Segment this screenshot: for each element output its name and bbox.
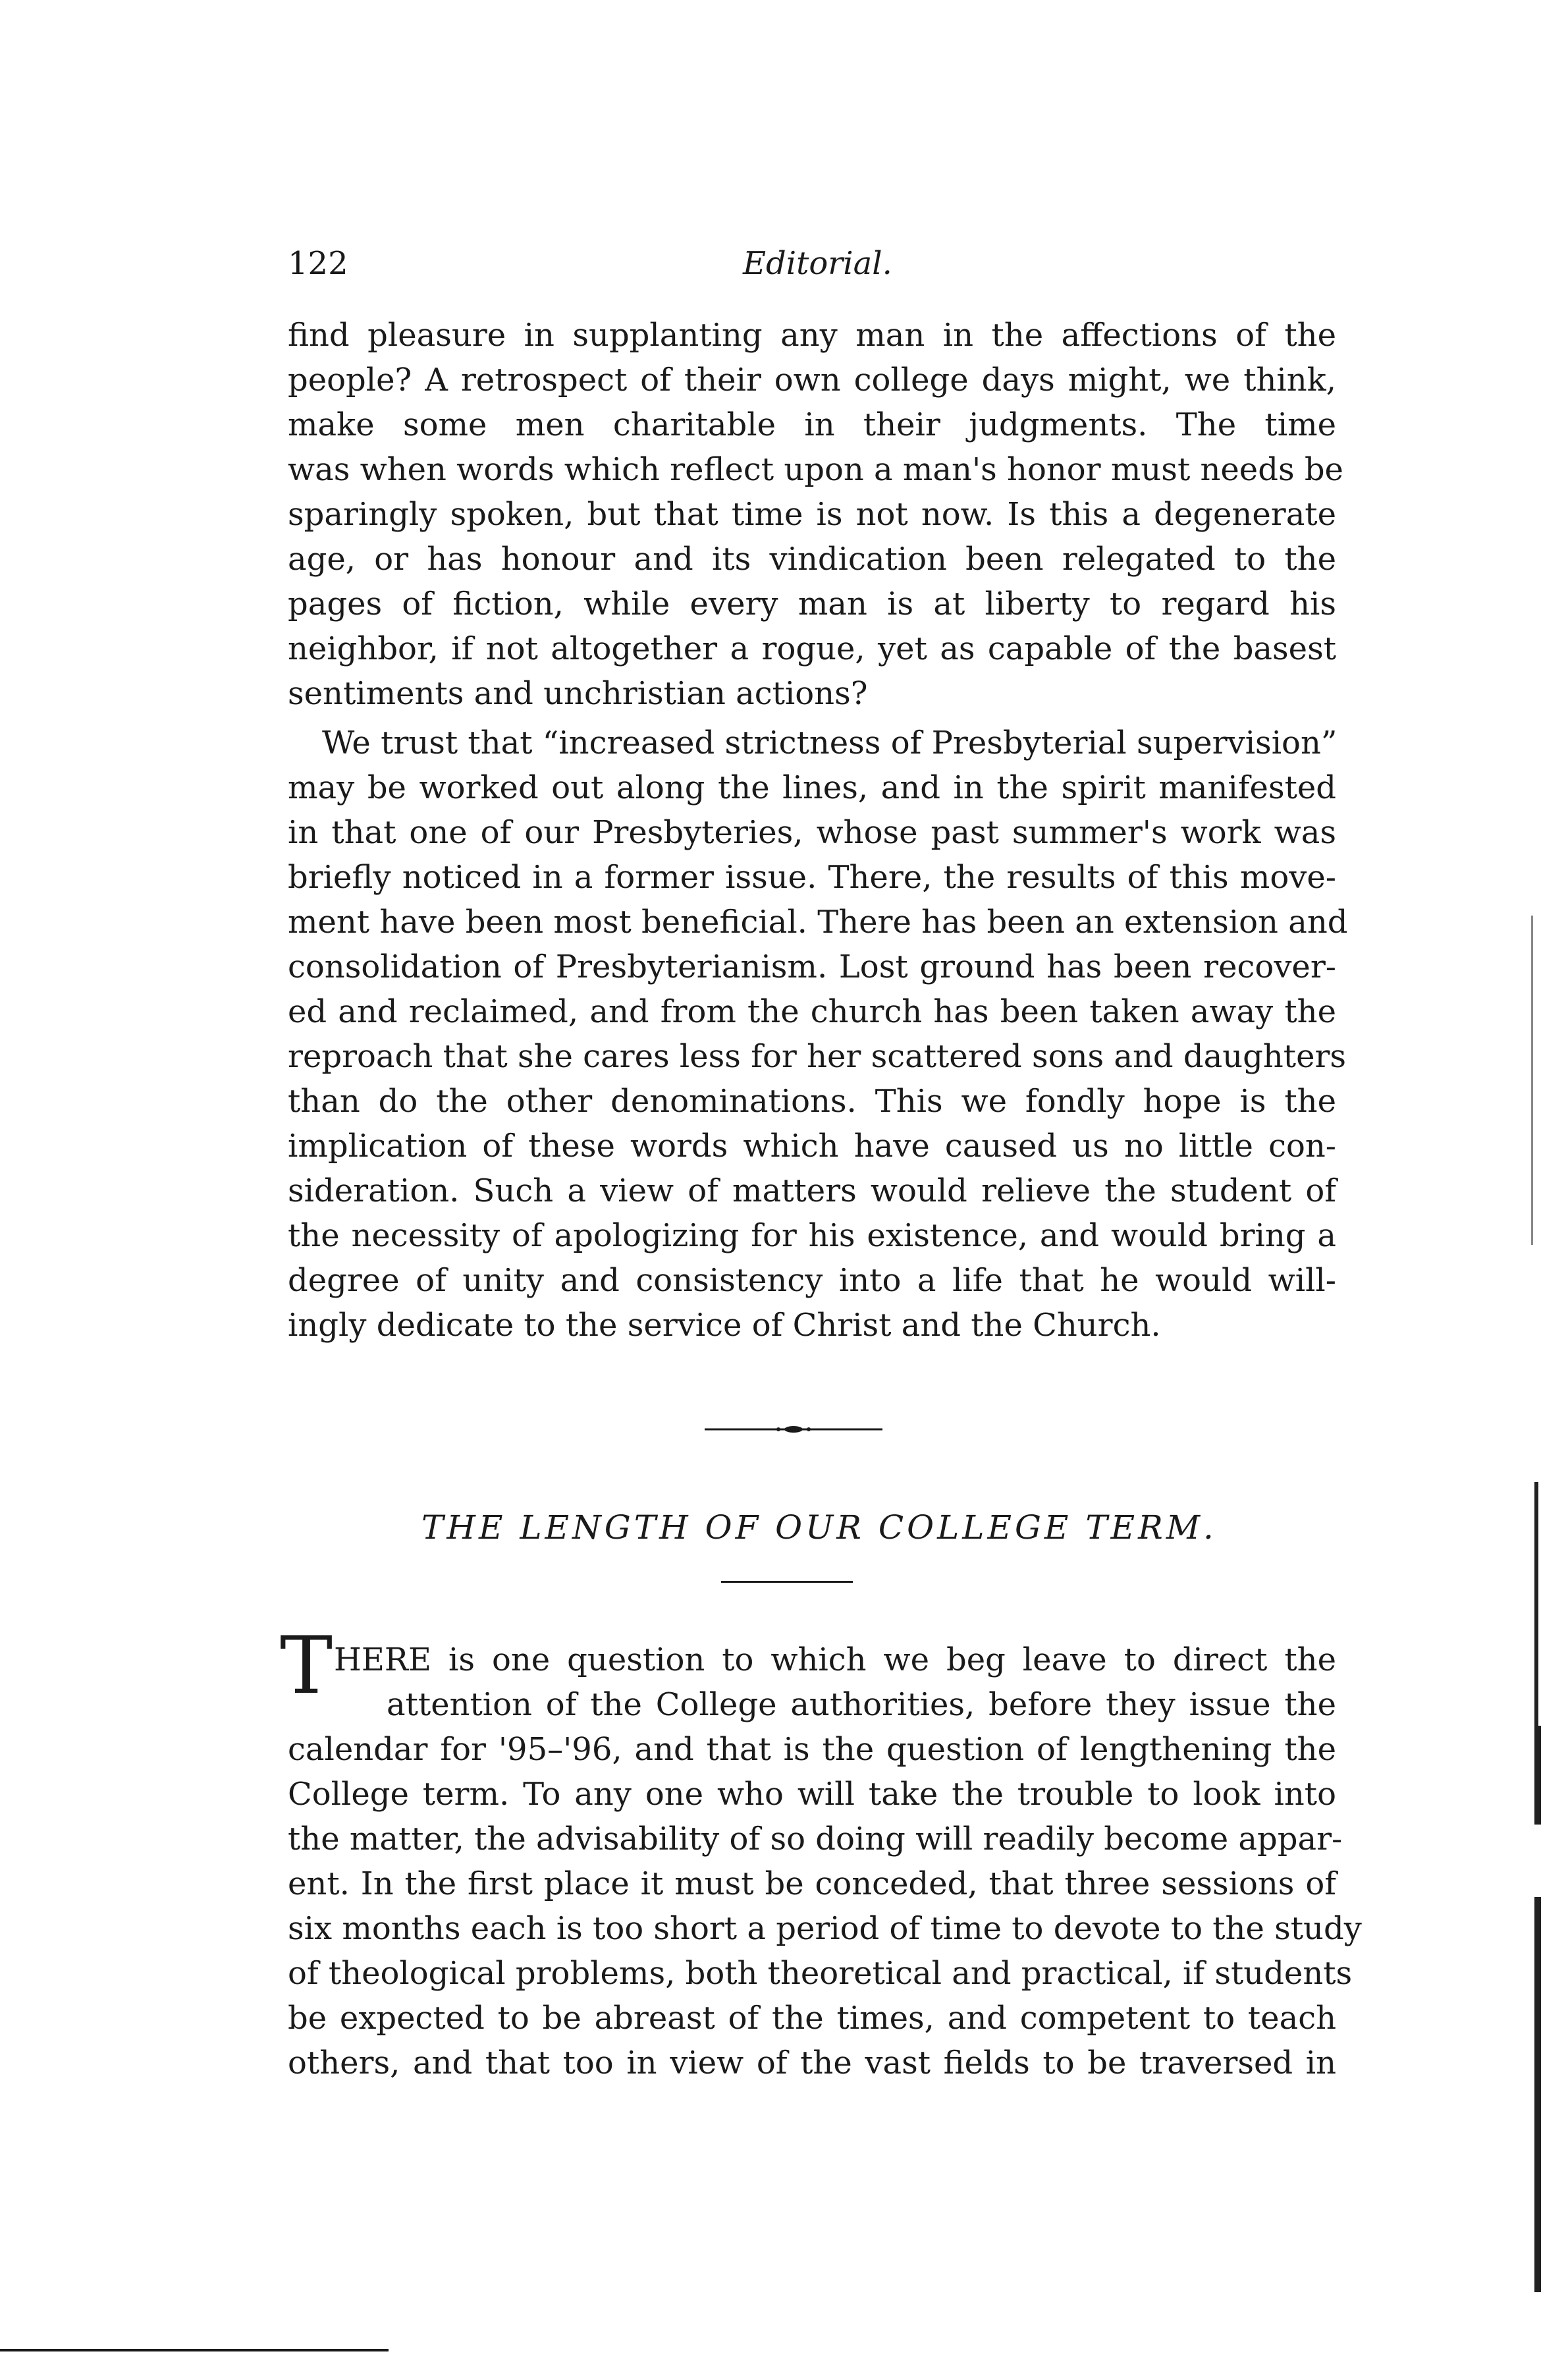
text-line: degree of unity and consistency into a life that he would will- [288, 1262, 1336, 1299]
footer-rule [0, 2349, 389, 2351]
text-line: was when words which reflect upon a man's honor must needs be [288, 451, 1343, 488]
text-line: six months each is too short a period of time to devote to the study [288, 1910, 1362, 1947]
page-number: 122 [288, 245, 348, 282]
text-line: briefly noticed in a former issue. There, the results of this move- [288, 859, 1336, 896]
title-rule [721, 1581, 853, 1583]
margin-scan-mark [1534, 1897, 1541, 2292]
text-line: We trust that “increased strictness of Presbyterial supervision” [322, 725, 1338, 761]
text-line: sideration. Such a view of matters would relieve the student of [288, 1172, 1336, 1209]
margin-scan-mark [1531, 916, 1533, 1245]
section-ornament [705, 1426, 882, 1433]
text-line: sentiments and unchristian actions? [288, 675, 868, 712]
margin-scan-mark [1534, 1726, 1541, 1825]
paragraph [288, 1637, 1362, 2085]
text-line: people? A retrospect of their own college days might, we think, [288, 362, 1336, 399]
paragraph [288, 313, 1343, 716]
text-line: age, or has honour and its vindication been relegated to the [288, 541, 1336, 578]
text-line: in that one of our Presbyteries, whose past summer's work was [288, 814, 1336, 851]
text-line: the matter, the advisability of so doing will readily become appar- [288, 1821, 1343, 1857]
text-line: ment have been most beneficial. There has been an extension and [288, 904, 1348, 941]
text-line: be expected to be abreast of the times, and competent to teach [288, 2000, 1336, 2037]
text-line: pages of fiction, while every man is at liberty to regard his [288, 586, 1336, 622]
text-line: ed and reclaimed, and from the church has been taken away the [288, 993, 1336, 1030]
section-title: THE LENGTH OF OUR COLLEGE TERM. [421, 1508, 1217, 1547]
text-line: ingly dedicate to the service of Christ and the Church. [288, 1307, 1161, 1344]
text-line: of theological problems, both theoretical and practical, if students [288, 1955, 1353, 1992]
text-line: may be worked out along the lines, and in the spirit manifested [288, 769, 1336, 806]
text-line: neighbor, if not altogether a rogue, yet as capable of the basest [288, 630, 1336, 667]
text-line: ent. In the first place it must be conceded, that three sessions of [288, 1865, 1336, 1902]
text-line: implication of these words which have caused us no little con- [288, 1128, 1336, 1165]
text-line: others, and that too in view of the vast fields to be traversed in [288, 2045, 1336, 2081]
running-head: Editorial. [743, 245, 892, 282]
text-line: attention of the College authorities, before they issue the [387, 1686, 1336, 1723]
text-line: calendar for '95–'96, and that is the question of lengthening the [288, 1731, 1336, 1768]
text-line: the necessity of apologizing for his existence, and would bring a [288, 1217, 1336, 1254]
text-line: HERE is one question to which we beg leave to direct the [334, 1641, 1336, 1678]
text-line: make some men charitable in their judgments. The time [288, 406, 1336, 443]
text-line: consolidation of Presbyterianism. Lost ground has been recover- [288, 948, 1336, 985]
text-line: find pleasure in supplanting any man in the affections of the [288, 317, 1336, 354]
drop-cap: T [280, 1620, 333, 1712]
text-line: than do the other denominations. This we fondly hope is the [288, 1083, 1336, 1120]
paragraph [288, 721, 1348, 1348]
text-line: College term. To any one who will take the trouble to look into [288, 1776, 1336, 1813]
text-line: reproach that she cares less for her scattered sons and daughters [288, 1038, 1347, 1075]
text-line: sparingly spoken, but that time is not now. Is this a degenerate [288, 496, 1336, 533]
